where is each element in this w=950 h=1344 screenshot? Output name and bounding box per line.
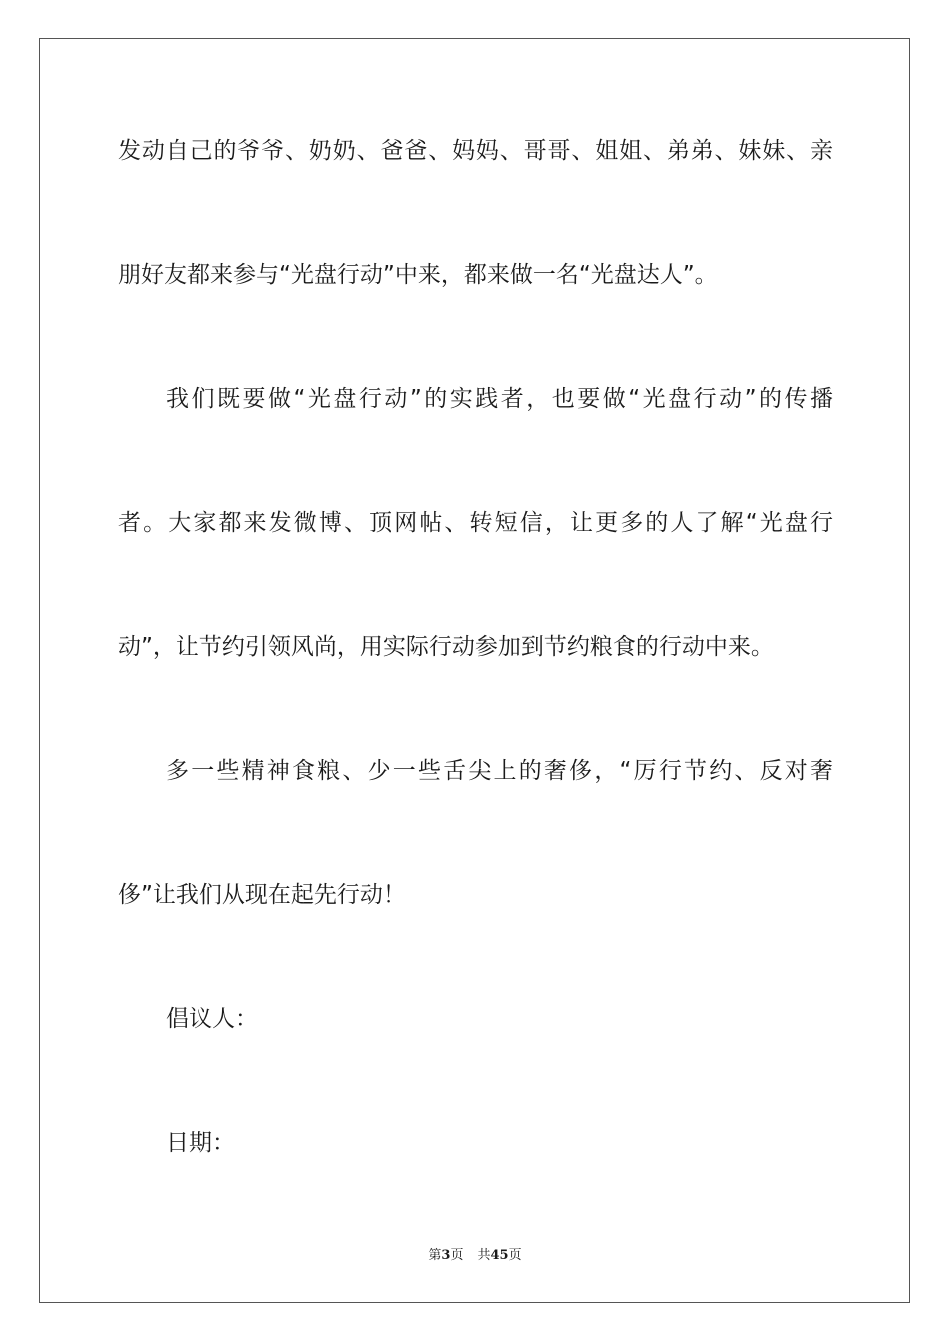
page-border bbox=[39, 38, 910, 1303]
body-line-4: 者。大家都来发微博、顶网帖、转短信，让更多的人了解“光盘行 bbox=[118, 510, 833, 536]
date-label: 日期： bbox=[166, 1130, 235, 1156]
page-current: 3 bbox=[441, 1248, 451, 1263]
body-line-2: 朋好友都来参与“光盘行动”中来，都来做一名“光盘达人”。 bbox=[118, 262, 718, 288]
signatory-label: 倡议人： bbox=[166, 1006, 258, 1032]
page-unit: 页 bbox=[450, 1248, 464, 1263]
total-unit: 页 bbox=[508, 1248, 522, 1263]
body-line-5: 动”，让节约引领风尚，用实际行动参加到节约粮食的行动中来。 bbox=[118, 634, 774, 660]
total-prefix: 共 bbox=[477, 1248, 491, 1263]
page-footer bbox=[0, 1248, 950, 1264]
body-line-6: 多一些精神食粮、少一些舌尖上的奢侈，“厉行节约、反对奢 bbox=[166, 758, 833, 784]
page-total: 45 bbox=[490, 1248, 509, 1263]
page-prefix: 第 bbox=[428, 1248, 442, 1263]
body-line-1: 发动自己的爷爷、奶奶、爸爸、妈妈、哥哥、姐姐、弟弟、妹妹、亲 bbox=[118, 138, 833, 164]
body-line-7: 侈”让我们从现在起先行动！ bbox=[118, 882, 406, 908]
body-line-3: 我们既要做“光盘行动”的实践者，也要做“光盘行动”的传播 bbox=[166, 386, 833, 412]
